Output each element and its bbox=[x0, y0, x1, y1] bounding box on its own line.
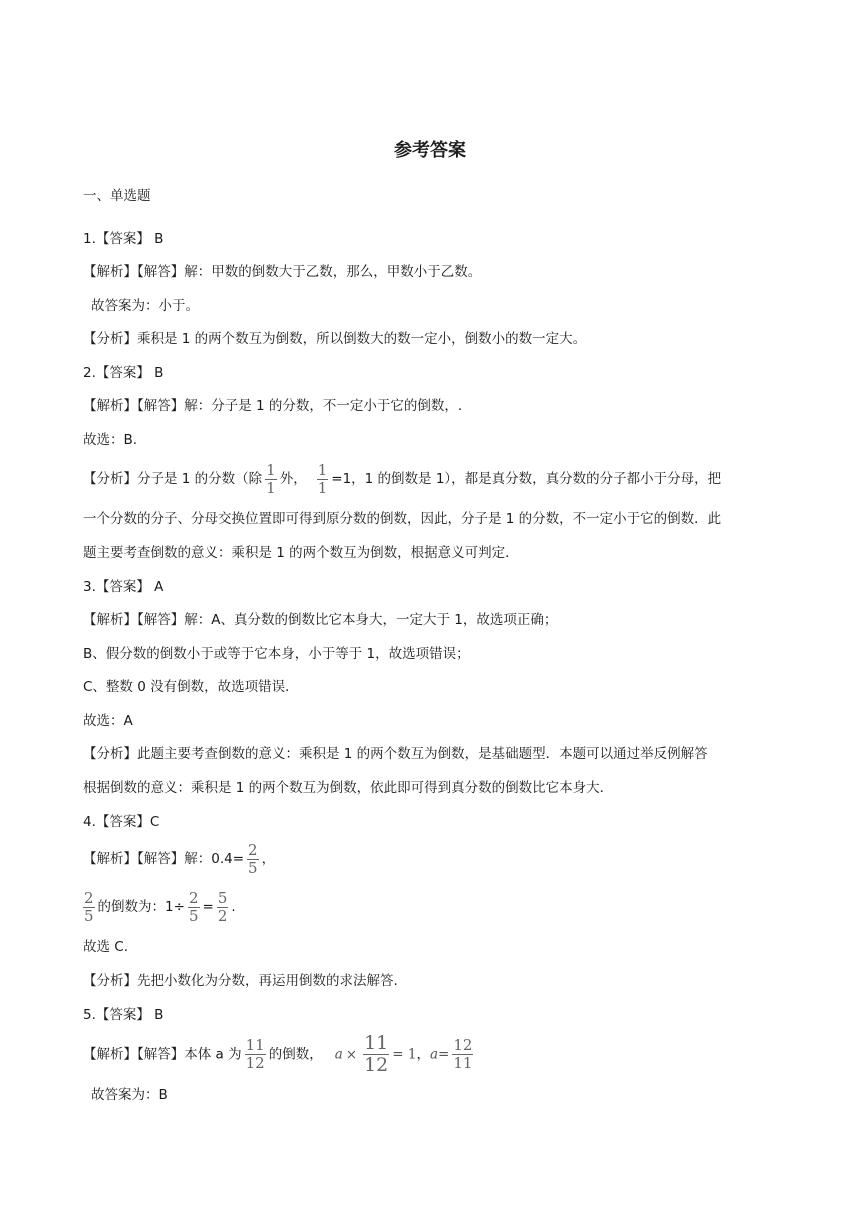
q5-answer: 5.【答案】 B bbox=[83, 1007, 164, 1023]
q3-analysis: 【解析】【解答】解：A、真分数的倒数比它本身大，一定大于 1，故选项正确； bbox=[83, 612, 558, 628]
q1-conclusion: 故答案为：小于。 bbox=[91, 298, 199, 314]
q4-equals: = bbox=[202, 899, 214, 915]
q2-conclusion: 故选：B. bbox=[83, 432, 138, 448]
q3-conclusion: 故选：A bbox=[83, 713, 133, 729]
fraction: $\frac{1}{1}$ bbox=[317, 460, 328, 497]
q5-analysis-text: 【解析】【解答】本体 a 为 bbox=[83, 1046, 242, 1063]
q5-analysis-text2: 的倒数， bbox=[268, 1046, 323, 1063]
fraction: $\frac{5}{2}$ bbox=[217, 888, 228, 925]
q5-separator: ， bbox=[416, 1046, 430, 1063]
q5-conclusion: 故答案为：B bbox=[91, 1087, 168, 1103]
q4-conclusion: 故选 C. bbox=[83, 939, 129, 955]
q2-note-line1 bbox=[83, 462, 790, 496]
q2-note-c: =1，1 的倒数是 1），都是真分数，真分数的分子都小于分母，把 bbox=[331, 471, 722, 487]
equation-variable: a bbox=[334, 1046, 343, 1063]
q1-answer: 1.【答案】 B bbox=[83, 231, 164, 247]
q3-note-line1: 【分析】此题主要考查倒数的意义：乘积是 1 的两个数互为倒数，是基础题型．本题可以通过举反例解答 bbox=[83, 746, 708, 762]
section-heading: 一、单选题 bbox=[83, 188, 151, 204]
fraction: $\frac{11}{12}$ bbox=[364, 1032, 389, 1076]
equation-rhs: = 1 bbox=[392, 1046, 417, 1063]
q1-analysis: 【解析】【解答】解：甲数的倒数大于乙数，那么，甲数小于乙数。 bbox=[83, 264, 482, 280]
q4-period: . bbox=[231, 899, 236, 915]
times-symbol: × bbox=[345, 1046, 358, 1063]
q3-line-c: C、整数 0 没有倒数，故选项错误． bbox=[83, 679, 299, 695]
q5-result-label: a= bbox=[429, 1046, 450, 1063]
q5-analysis bbox=[83, 1034, 790, 1075]
q1-note: 【分析】乘积是 1 的两个数互为倒数，所以倒数大的数一定小，倒数小的数一定大。 bbox=[83, 331, 587, 347]
fraction: $\frac{2}{5}$ bbox=[84, 888, 94, 925]
page-title: 参考答案 bbox=[394, 140, 466, 161]
fraction: $\frac{12}{11}$ bbox=[453, 1036, 473, 1072]
q4-analysis bbox=[83, 842, 790, 876]
fraction: $\frac{11}{12}$ bbox=[245, 1036, 265, 1072]
q2-analysis: 【解析】【解答】解：分子是 1 的分数，不一定小于它的倒数，. bbox=[83, 398, 463, 414]
q2-note-line3: 题主要考查倒数的意义：乘积是 1 的两个数互为倒数，根据意义可判定． bbox=[83, 545, 519, 561]
q2-note-line2: 一个分数的分子、分母交换位置即可得到原分数的倒数，因此，分子是 1 的分数，不一定小于它的倒数．此 bbox=[83, 511, 722, 527]
q4-answer: 4.【答案】C bbox=[83, 814, 160, 830]
q2-note-a: 【分析】分子是 1 的分数（除 bbox=[83, 471, 263, 487]
q4-note: 【分析】先把小数化为分数，再运用倒数的求法解答. bbox=[83, 973, 398, 989]
q2-answer: 2.【答案】 B bbox=[83, 365, 164, 381]
q4-analysis-text: 【解析】【解答】解：0.4= bbox=[83, 851, 245, 867]
q2-note-b: 外， bbox=[279, 471, 307, 487]
fraction: $\frac{2}{5}$ bbox=[248, 840, 258, 877]
q4-reciprocal-text: 的倒数为：1÷ bbox=[97, 899, 185, 915]
q3-answer: 3.【答案】 A bbox=[83, 579, 164, 595]
q4-analysis-comma: ， bbox=[261, 851, 276, 867]
fraction: $\frac{1}{1}$ bbox=[266, 460, 276, 497]
q3-line-b: B、假分数的倒数小于或等于它本身，小于等于 1，故选项错误； bbox=[83, 646, 470, 662]
fraction: $\frac{2}{5}$ bbox=[188, 888, 199, 925]
q4-reciprocal bbox=[80, 890, 790, 924]
q3-note-line2: 根据倒数的意义：乘积是 1 的两个数互为倒数，依此即可得到真分数的倒数比它本身大． bbox=[83, 780, 614, 796]
